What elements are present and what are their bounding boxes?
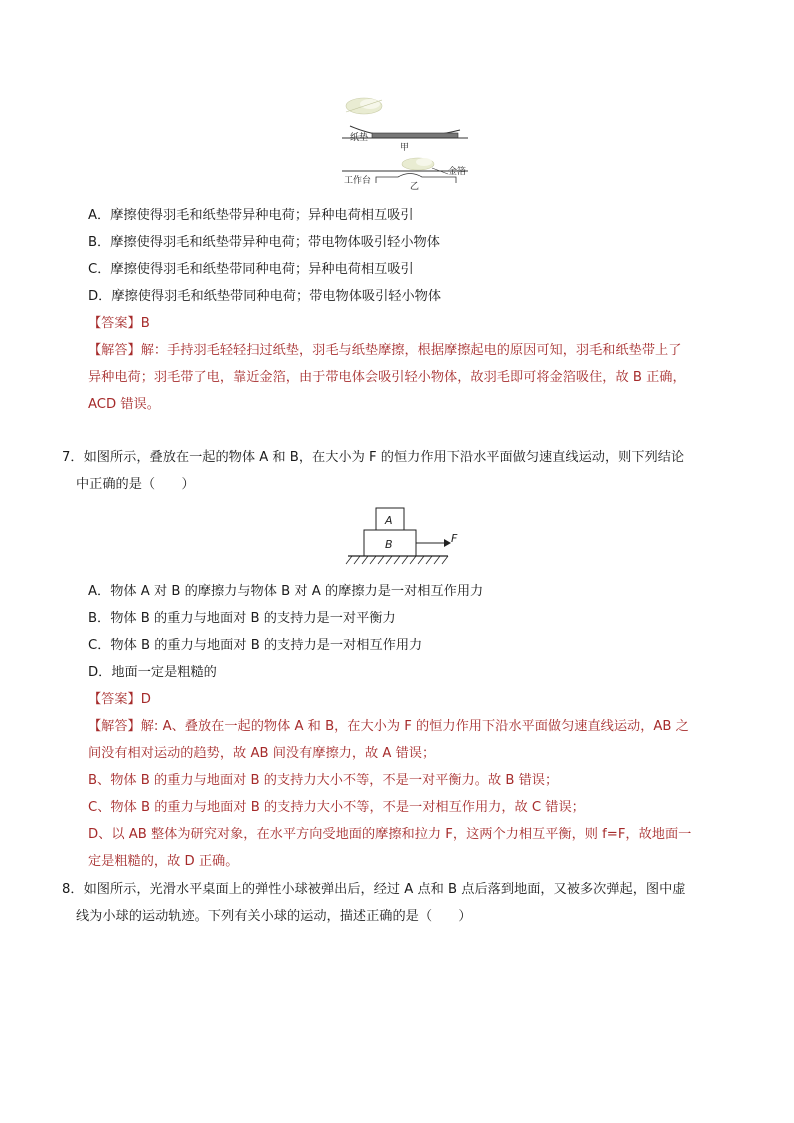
block-b-label: B <box>385 538 393 551</box>
q8-stem-line-1: 8．如图所示，光滑水平桌面上的弹性小球被弹出后，经过 A 点和 B 点后落到地面，又被多次弹起，图中虚 <box>62 882 686 897</box>
q7-option-a: A．物体 A 对 B 的摩擦力与物体 B 对 A 的摩擦力是一对相互作用力 <box>88 584 484 599</box>
analysis-tag: 【解答】 <box>88 343 141 358</box>
q7-option-d: D．地面一定是粗糙的 <box>88 665 217 680</box>
q7-analysis-line-3: B、物体 B 的重力与地面对 B 的支持力大小不等，不是一对平衡力。故 B 错误； <box>88 773 559 788</box>
q6-option-b: B．摩擦使得羽毛和纸垫带异种电荷；带电物体吸引轻小物体 <box>88 235 440 250</box>
q7-stem-line-2: 中正确的是（ ） <box>76 477 195 492</box>
q6-option-c: C．摩擦使得羽毛和纸垫带同种电荷；异种电荷相互吸引 <box>88 262 414 277</box>
feather-icon <box>402 158 434 170</box>
q7-analysis-line-1: 【解答】解: A、叠放在一起的物体 A 和 B，在大小为 F 的恒力作用下沿水平面做匀速直线运动，AB 之 <box>88 719 689 734</box>
q7-stem-line-1: 7．如图所示，叠放在一起的物体 A 和 B，在大小为 F 的恒力作用下沿水平面做匀速直线运动，则下列结论 <box>62 450 685 465</box>
q6-analysis-line-1: 【解答】解：手持羽毛轻轻扫过纸垫，羽毛与纸垫摩擦，根据摩擦起电的原因可知，羽毛和纸垫带上了 <box>88 343 682 358</box>
q6-option-a: A．摩擦使得羽毛和纸垫带异种电荷；异种电荷相互吸引 <box>88 208 414 223</box>
q7-answer <box>88 690 151 710</box>
work-table-label: 工作台 <box>344 176 372 186</box>
q7-option-c: C．物体 B 的重力与地面对 B 的支持力是一对相互作用力 <box>88 638 423 653</box>
q6-option-d: D．摩擦使得羽毛和纸垫带同种电荷；带电物体吸引轻小物体 <box>88 289 442 304</box>
paper-pad-label: 纸垫 <box>350 133 369 143</box>
figure-yi-label: 乙 <box>410 182 420 190</box>
analysis-tag: 【解答】 <box>88 719 141 734</box>
stacked-blocks-figure <box>344 500 466 578</box>
block-a-label: A <box>385 514 393 527</box>
arrow-right-icon <box>444 539 451 547</box>
force-f-label: F <box>451 532 458 545</box>
q6-answer <box>88 314 150 334</box>
q6-analysis-line-3: ACD 错误。 <box>88 397 160 412</box>
q7-analysis-line-4: C、物体 B 的重力与地面对 B 的支持力大小不等，不是一对相互作用力，故 C 错误； <box>88 800 585 815</box>
q7-analysis-line-2: 间没有相对运动的趋势，故 AB 间没有摩擦力，故 A 错误； <box>88 746 436 761</box>
answer-value: D <box>140 692 151 707</box>
answer-value: B <box>140 316 150 331</box>
figure-jia-label: 甲 <box>400 143 410 153</box>
answer-tag: 【答案】 <box>88 316 141 331</box>
q6-analysis-line-2: 异种电荷；羽毛带了电，靠近金箔，由于带电体会吸引轻小物体，故羽毛即可将金箔吸住，故 B 正确， <box>88 370 686 385</box>
q7-analysis-line-6: 定是粗糙的，故 D 正确。 <box>88 854 239 869</box>
feather-experiment-figure <box>336 94 476 190</box>
gold-foil-label: 金箔 <box>448 167 467 177</box>
feather-icon <box>346 98 382 114</box>
ground-hatch <box>346 556 448 564</box>
answer-tag: 【答案】 <box>88 692 141 707</box>
q8-stem-line-2: 线为小球的运动轨迹。下列有关小球的运动，描述正确的是（ ） <box>76 909 472 924</box>
q7-analysis-line-5: D、以 AB 整体为研究对象，在水平方向受地面的摩擦和拉力 F，这两个力相互平衡，则 f=F，故地面一 <box>88 827 692 842</box>
q7-option-b: B．物体 B 的重力与地面对 B 的支持力是一对平衡力 <box>88 611 396 626</box>
